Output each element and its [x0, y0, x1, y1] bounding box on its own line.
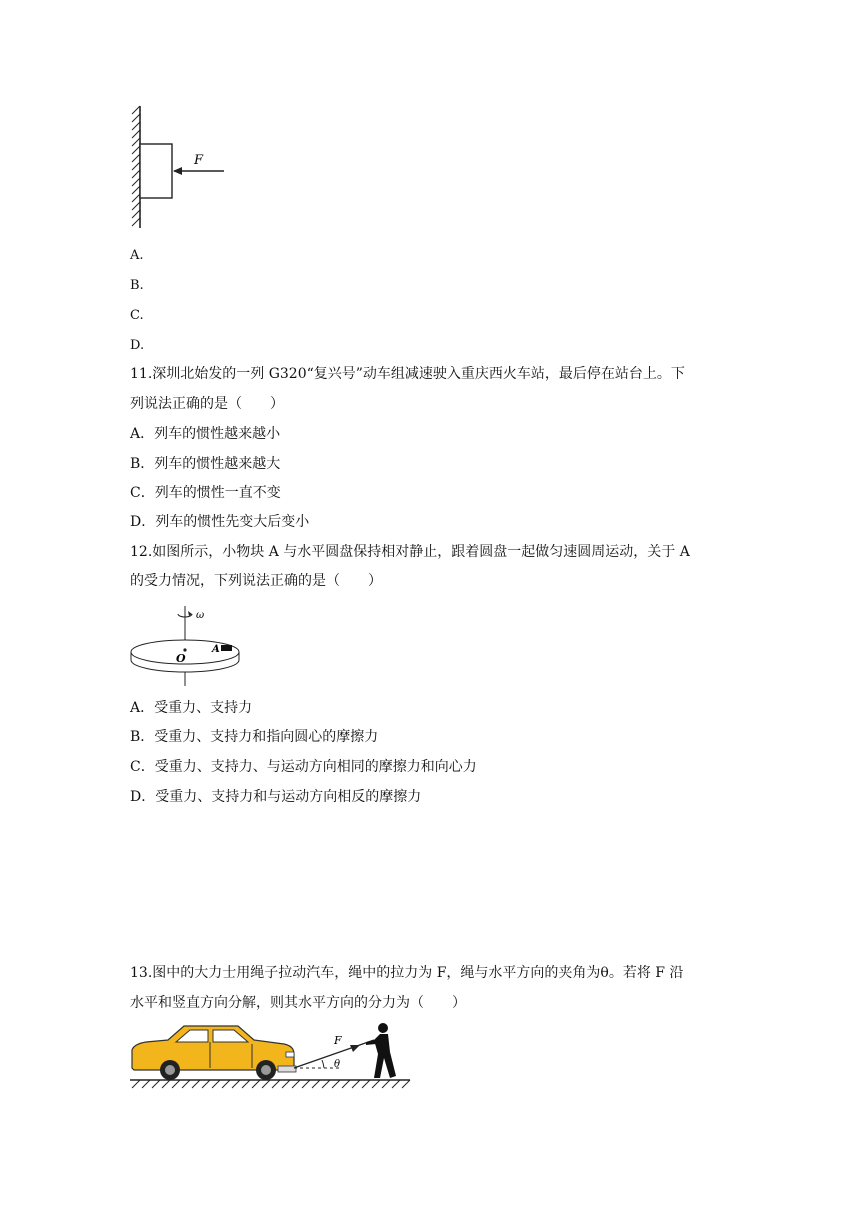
q13-car-pulling-figure: [128, 1022, 414, 1096]
q11-option-d[interactable]: D．列车的惯性先变大后变小: [130, 514, 310, 530]
q12-option-b[interactable]: B．受重力、支持力和指向圆心的摩擦力: [130, 729, 379, 745]
q13-stem-line2: 水平和竖直方向分解，则其水平方向的分力为（ ）: [130, 995, 466, 1011]
q12-option-a[interactable]: A．受重力、支持力: [130, 700, 253, 716]
q12-rotating-disk-figure: [128, 604, 246, 688]
block-label: A: [212, 644, 220, 655]
q11-option-c[interactable]: C．列车的惯性一直不变: [130, 485, 281, 501]
q12-option-d[interactable]: D．受重力、支持力和与运动方向相反的摩擦力: [130, 789, 422, 805]
q12-option-c[interactable]: C．受重力、支持力、与运动方向相同的摩擦力和向心力: [130, 759, 477, 775]
strongman: [366, 1023, 396, 1078]
q11-option-b[interactable]: B．列车的惯性越来越大: [130, 456, 281, 472]
q12-stem-line2: 的受力情况，下列说法正确的是（ ）: [130, 573, 382, 589]
omega-label: ω: [196, 610, 205, 621]
center-label: O: [176, 652, 186, 665]
q10-wall-block-figure: [128, 104, 238, 230]
q10-option-c[interactable]: C.: [130, 308, 144, 323]
q10-option-a[interactable]: A.: [130, 248, 144, 263]
q10-option-d[interactable]: D.: [130, 338, 145, 353]
q10-option-b[interactable]: B.: [130, 278, 144, 293]
force-label: F: [194, 153, 204, 168]
q12-stem-line1: 12.如图所示，小物块 A 与水平圆盘保持相对静止，跟着圆盘一起做匀速圆周运动，关于 A: [130, 544, 690, 560]
angle-label: θ: [334, 1059, 341, 1070]
block-a: [221, 645, 232, 651]
q11-stem-line1: 11.深圳北始发的一列 G320“复兴号”动车组减速驶入重庆西火车站，最后停在站台上。下: [130, 366, 685, 382]
q11-option-a[interactable]: A．列车的惯性越来越小: [130, 426, 281, 442]
force-label: F: [334, 1034, 342, 1047]
q11-stem-line2: 列说法正确的是（ ）: [130, 396, 284, 412]
q13-stem-line1: 13.图中的大力士用绳子拉动汽车，绳中的拉力为 F，绳与水平方向的夹角为θ。若将 F 沿: [130, 965, 684, 981]
block: [140, 144, 172, 198]
